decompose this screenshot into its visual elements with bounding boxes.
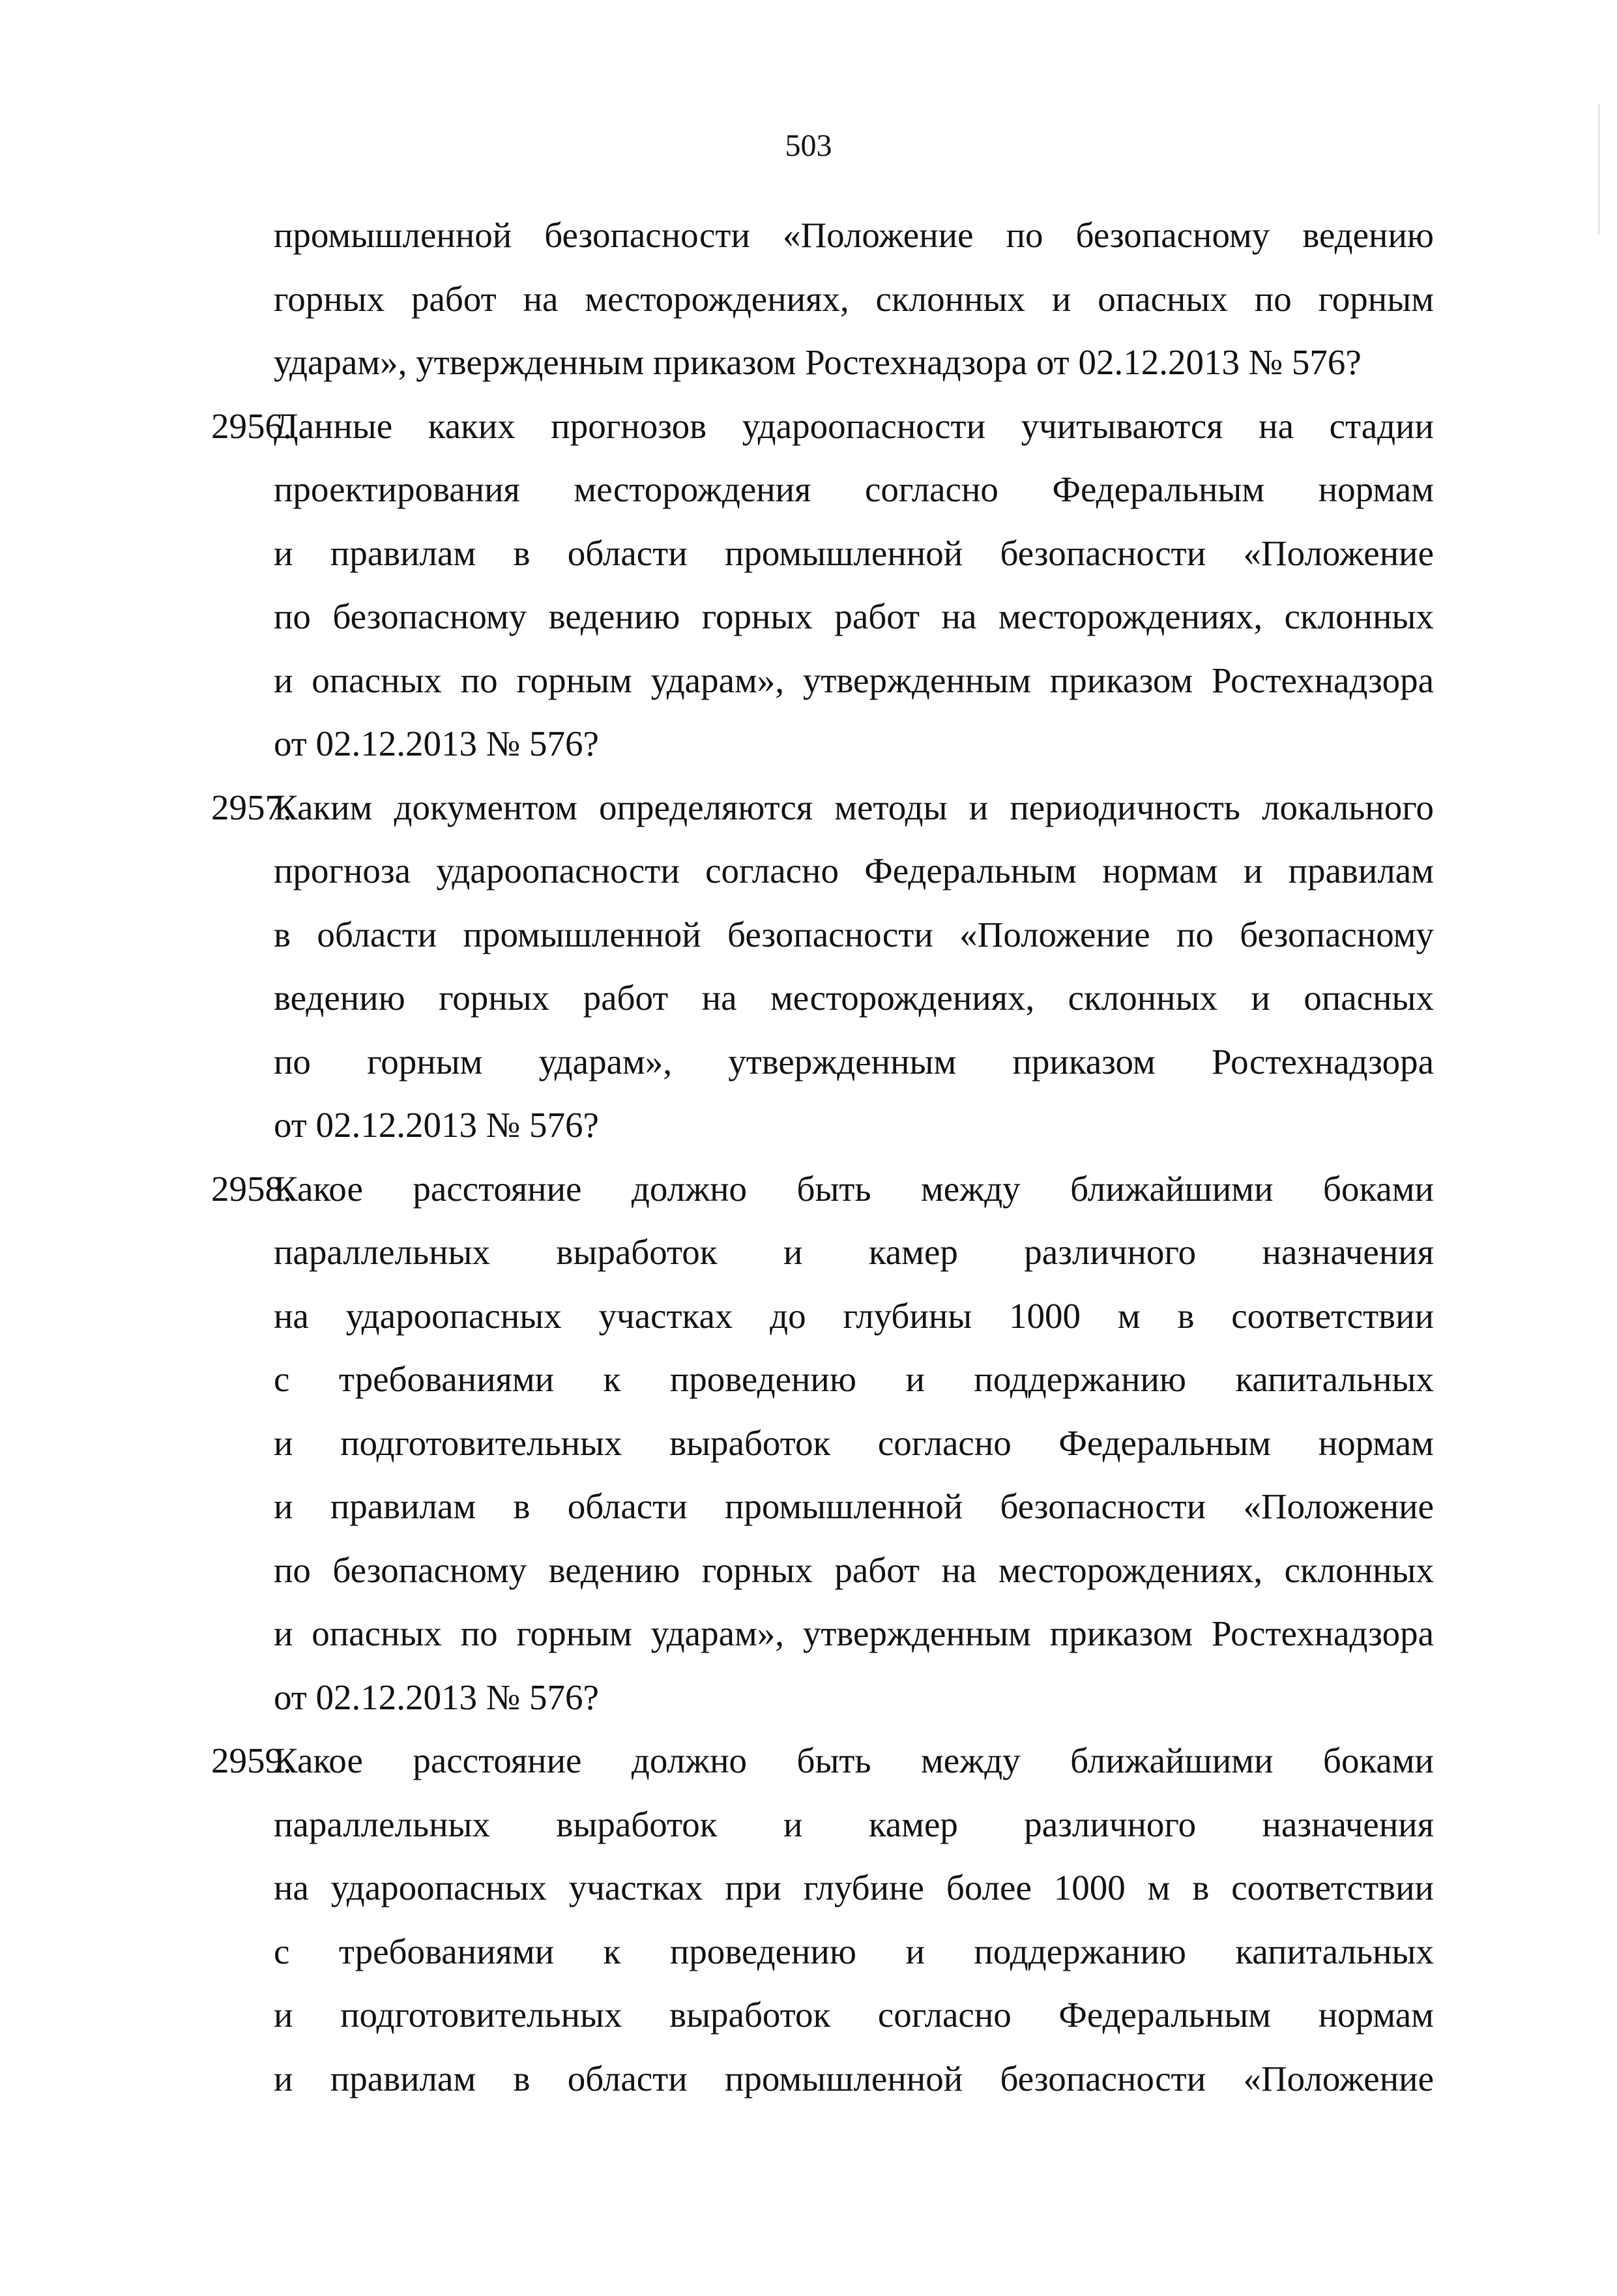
question-number: 2957. xyxy=(211,787,292,827)
text-line: с требованиями к проведению и поддержанию капитальных xyxy=(274,1931,1434,1971)
question-number: 2958. xyxy=(211,1168,292,1209)
text-line: Какое расстояние должно быть между ближайшими боками xyxy=(274,1741,1434,1780)
text-line: параллельных выработок и камер различного назначения xyxy=(274,1804,1434,1844)
text-line: с требованиями к проведению и поддержанию капитальных xyxy=(274,1359,1434,1399)
text-line: от 02.12.2013 № 576? xyxy=(274,724,599,763)
text-line: Какое расстояние должно быть между ближайшими боками xyxy=(274,1168,1434,1209)
text-line: ударам», утвержденным приказом Ростехнадзора от 02.12.2013 № 576? xyxy=(274,342,1362,382)
question-2956 xyxy=(211,394,1434,776)
text-line: Каким документом определяются методы и периодичность локального xyxy=(274,787,1434,827)
text-line: на удароопасных участках при глубине более 1000 м в соответствии xyxy=(274,1868,1434,1907)
text-line: по безопасному ведению горных работ на месторождениях, склонных xyxy=(274,1550,1434,1590)
text-line: по горным ударам», утвержденным приказом Ростехнадзора xyxy=(274,1041,1434,1082)
question-2957 xyxy=(211,776,1434,1157)
scan-edge-mark xyxy=(1598,104,1600,235)
text-line: проектирования месторождения согласно Федеральным нормам xyxy=(274,469,1434,509)
question-number: 2959. xyxy=(211,1741,292,1780)
text-line: горных работ на месторождениях, склонных и опасных по горным xyxy=(274,278,1434,319)
text-line: и правилам в области промышленной безопасности «Положение xyxy=(274,1486,1434,1526)
text-line: Данные каких прогнозов удароопасности учитываются на стадии xyxy=(274,405,1434,446)
text-line: прогноза удароопасности согласно Федеральным нормам и правилам xyxy=(274,851,1434,890)
intro-paragraph xyxy=(274,203,1434,394)
text-line: и опасных по горным ударам», утвержденным приказом Ростехнадзора xyxy=(274,1613,1434,1653)
text-line: и правилам в области промышленной безопасности «Положение xyxy=(274,2058,1434,2098)
text-line: ведению горных работ на месторождениях, склонных и опасных xyxy=(274,978,1434,1018)
text-line: промышленной безопасности «Положение по безопасному ведению xyxy=(274,215,1434,255)
question-2958 xyxy=(211,1157,1434,1729)
text-line: и подготовительных выработок согласно Федеральным нормам xyxy=(274,1995,1434,2035)
document-body xyxy=(211,203,1434,2110)
text-line: и правилам в области промышленной безопасности «Положение xyxy=(274,533,1434,573)
text-line: по безопасному ведению горных работ на месторождениях, склонных xyxy=(274,596,1434,636)
text-line: на удароопасных участках до глубины 1000 м в соответствии xyxy=(274,1295,1434,1336)
question-number: 2956. xyxy=(211,405,292,446)
text-line: в области промышленной безопасности «Положение по безопасному xyxy=(274,914,1434,954)
text-line: и подготовительных выработок согласно Федеральным нормам xyxy=(274,1422,1434,1463)
text-line: параллельных выработок и камер различного назначения xyxy=(274,1232,1434,1272)
question-2959 xyxy=(211,1729,1434,2110)
text-line: от 02.12.2013 № 576? xyxy=(274,1677,599,1717)
text-line: от 02.12.2013 № 576? xyxy=(274,1105,599,1145)
page-number: 503 xyxy=(785,128,832,163)
text-line: и опасных по горным ударам», утвержденным приказом Ростехнадзора xyxy=(274,660,1434,700)
